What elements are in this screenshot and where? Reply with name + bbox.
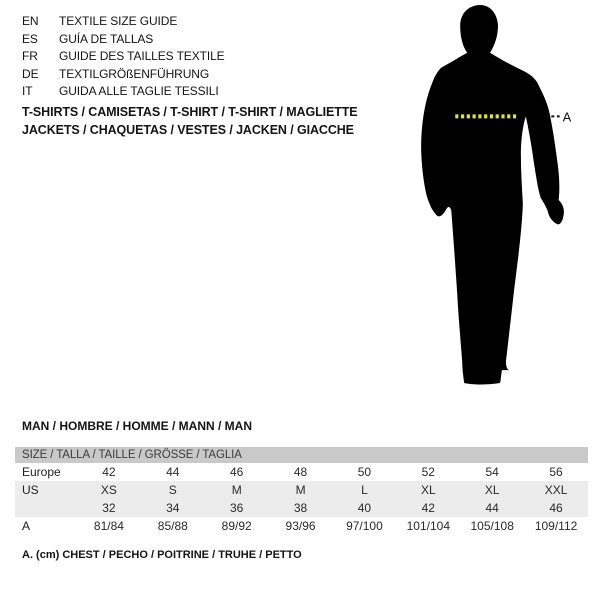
table-row-numeric [15,499,588,517]
cell: 32 [77,499,141,517]
cell: 34 [141,499,205,517]
cell: 48 [293,465,308,479]
row-label: A [22,519,31,533]
language-title: TEXTILGRÖßENFÜHRUNG [59,66,210,81]
measure-label-a: A [562,109,572,125]
size-table-header-row [15,447,588,463]
cell: 54 [485,465,499,479]
language-title: GUIDE DES TAILLES TEXTILE [59,49,225,63]
language-row [22,31,225,49]
cell: 101/104 [406,519,450,533]
language-list [22,13,225,101]
cell: M [205,481,269,499]
table-row-europe [15,463,588,481]
man-silhouette-shape [421,5,564,385]
language-code: DE [22,66,39,81]
cell: 42 [396,499,460,517]
cell: 38 [269,499,333,517]
cell: 44 [166,465,180,479]
table-row-chest-a [15,517,588,535]
cell: 42 [102,465,116,479]
language-title: TEXTILE SIZE GUIDE [59,14,178,28]
language-code: FR [22,49,38,63]
cell: 56 [549,465,563,479]
cell: 85/88 [157,519,188,533]
cell: 52 [421,465,435,479]
cell: 44 [460,499,524,517]
cell: XL [460,481,524,499]
size-table [15,447,588,535]
cell: 40 [333,499,397,517]
language-row [22,66,225,84]
cell: 105/108 [470,519,514,533]
language-code: ES [22,31,38,46]
language-code: EN [22,14,39,28]
row-label: Europe [22,465,61,479]
man-silhouette [410,5,585,393]
product-category-lines [22,104,358,139]
cell: 93/96 [285,519,316,533]
cell: 46 [230,465,244,479]
size-table-header: SIZE / TALLA / TAILLE / GRÖSSE / TAGLIA [15,447,588,463]
measurement-footnote: A. (cm) CHEST / PECHO / POITRINE / TRUHE / PETTO [22,549,302,561]
cell: L [333,481,397,499]
cell: 50 [357,465,372,479]
cell: XL [396,481,460,499]
language-row [22,13,225,31]
cell: XXL [524,481,588,499]
cell: 97/100 [346,519,383,533]
cell: XS [77,481,141,499]
cell: 81/84 [93,519,124,533]
row-label [15,499,77,517]
cell: S [141,481,205,499]
cell: M [269,481,333,499]
table-row-us [15,481,588,499]
cell: 89/92 [221,519,252,533]
language-title: GUÍA DE TALLAS [59,31,154,46]
language-row [22,83,225,101]
product-line-tshirts: T-SHIRTS / CAMISETAS / T-SHIRT / T-SHIRT / MAGLIETTE [22,105,358,119]
cell: 109/112 [534,519,578,533]
language-title: GUIDA ALLE TAGLIE TESSILI [59,84,219,98]
section-title-man: MAN / HOMBRE / HOMME / MANN / MAN [22,419,252,433]
language-code: IT [22,84,33,98]
cell: 46 [524,499,588,517]
language-row [22,48,225,66]
cell: 36 [205,499,269,517]
row-label: US [15,481,77,499]
product-line-jackets: JACKETS / CHAQUETAS / VESTES / JACKEN / GIACCHE [22,122,354,137]
